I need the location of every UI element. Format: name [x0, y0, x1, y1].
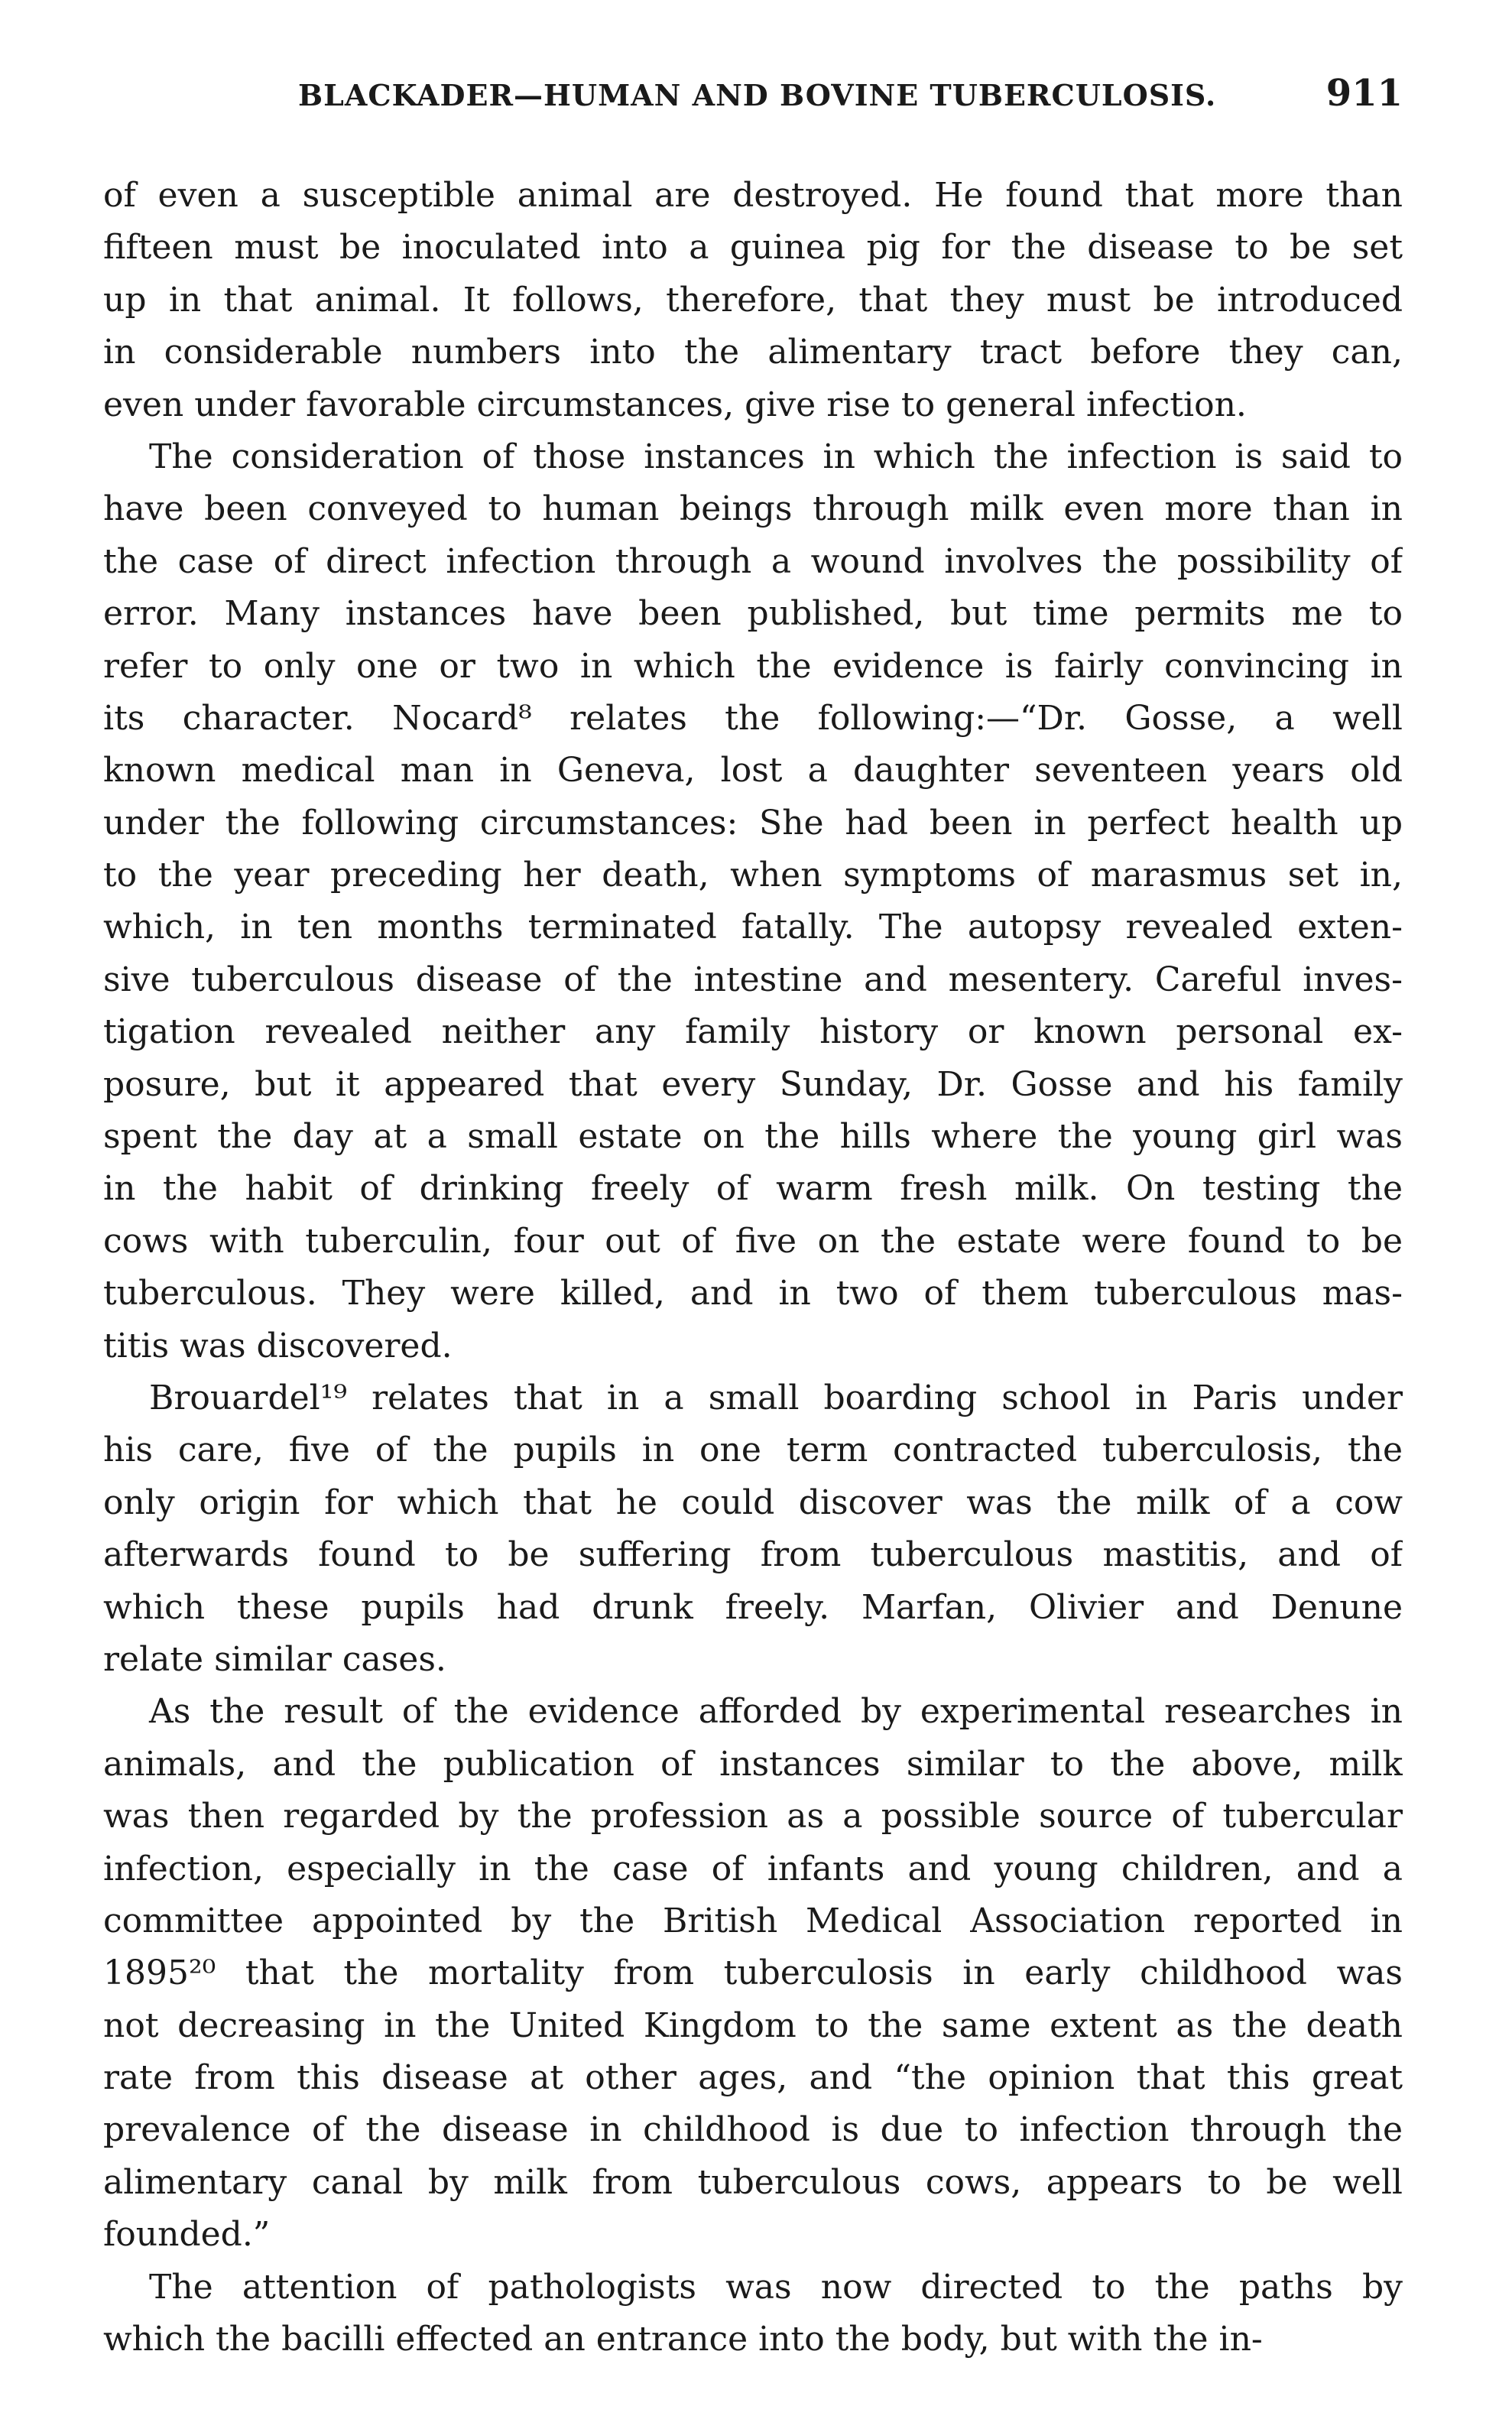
- text-line: animals, and the publication of instances similar to the above, milk: [103, 1744, 1403, 1784]
- text-line: up in that animal. It follows, therefore, that they must be introduced: [103, 280, 1403, 320]
- text-line: afterwards found to be suffering from tuberculous mastitis, and of: [103, 1535, 1403, 1575]
- text-line: which, in ten months terminated fatally. The autopsy revealed exten-: [103, 908, 1403, 947]
- text-line: in considerable numbers into the alimentary tract before they can,: [103, 333, 1403, 372]
- text-line: sive tuberculous disease of the intestine and mesentery. Careful inves-: [103, 960, 1403, 999]
- text-line: Brouardel¹⁹ relates that in a small boarding school in Paris under: [149, 1378, 1403, 1417]
- text-line: prevalence of the disease in childhood is due to infection through the: [103, 2110, 1403, 2150]
- page-number: 911: [1325, 72, 1403, 115]
- text-line: was then regarded by the profession as a possible source of tubercular: [103, 1797, 1403, 1836]
- text-line: its character. Nocard⁸ relates the following:—“Dr. Gosse, a well: [103, 698, 1403, 738]
- text-line: spent the day at a small estate on the hills where the young girl was: [103, 1117, 1403, 1157]
- text-line: infection, especially in the case of infants and young children, and a: [103, 1849, 1403, 1888]
- text-line: alimentary canal by milk from tuberculous cows, appears to be well: [103, 2162, 1403, 2202]
- paragraph: [103, 431, 1403, 1372]
- paragraph: [103, 1372, 1403, 1686]
- text-line: known medical man in Geneva, lost a daughter seventeen years old: [103, 751, 1403, 791]
- text-line: which the bacilli effected an entrance into the body, but with the in-: [103, 2320, 1263, 2359]
- text-line: cows with tuberculin, four out of five on the estate were found to be: [103, 1221, 1403, 1261]
- paragraph: [103, 2262, 1403, 2366]
- paragraph: [103, 170, 1403, 431]
- text-line: which these pupils had drunk freely. Marfan, Olivier and Denune: [103, 1587, 1403, 1627]
- text-line: The attention of pathologists was now directed to the paths by: [149, 2267, 1403, 2307]
- paragraph: [103, 1686, 1403, 2261]
- text-line: relate similar cases.: [103, 1639, 446, 1679]
- text-line: only origin for which that he could discover was the milk of a cow: [103, 1482, 1403, 1522]
- text-line: to the year preceding her death, when symptoms of marasmus set in,: [103, 856, 1403, 895]
- text-line: tuberculous. They were killed, and in two of them tuberculous mas-: [103, 1274, 1403, 1314]
- text-line: titis was discovered.: [103, 1326, 453, 1365]
- text-line: his care, five of the pupils in one term contracted tuberculosis, the: [103, 1430, 1403, 1470]
- running-head: BLACKADER—HUMAN AND BOVINE TUBERCULOSIS.: [298, 78, 1217, 112]
- text-line: committee appointed by the British Medical Association reported in: [103, 1901, 1403, 1940]
- text-line: The consideration of those instances in which the infection is said to: [149, 437, 1403, 476]
- text-line: of even a susceptible animal are destroyed. He found that more than: [103, 176, 1403, 215]
- text-line: tigation revealed neither any family history or known personal ex-: [103, 1012, 1403, 1052]
- text-line: in the habit of drinking freely of warm fresh milk. On testing the: [103, 1169, 1403, 1209]
- text-line: founded.”: [103, 2215, 271, 2255]
- text-line: refer to only one or two in which the evidence is fairly convincing in: [103, 646, 1403, 686]
- body-text: [103, 170, 1403, 2366]
- page-header: [103, 72, 1403, 124]
- text-line: not decreasing in the United Kingdom to the same extent as the death: [103, 2005, 1403, 2045]
- text-line: the case of direct infection through a wound involves the possibility of: [103, 541, 1403, 581]
- text-line: under the following circumstances: She had been in perfect health up: [103, 803, 1403, 843]
- text-line: posure, but it appeared that every Sunday, Dr. Gosse and his family: [103, 1064, 1403, 1104]
- text-line: As the result of the evidence afforded by experimental researches in: [149, 1692, 1403, 1732]
- text-line: 1895²⁰ that the mortality from tuberculosis in early childhood was: [103, 1953, 1403, 1993]
- text-line: fifteen must be inoculated into a guinea pig for the disease to be set: [103, 228, 1403, 268]
- text-line: rate from this disease at other ages, and “the opinion that this great: [103, 2058, 1403, 2098]
- text-line: have been conveyed to human beings through milk even more than in: [103, 489, 1403, 529]
- text-line: even under favorable circumstances, give rise to general infection.: [103, 385, 1247, 424]
- text-line: error. Many instances have been published, but time permits me to: [103, 594, 1403, 634]
